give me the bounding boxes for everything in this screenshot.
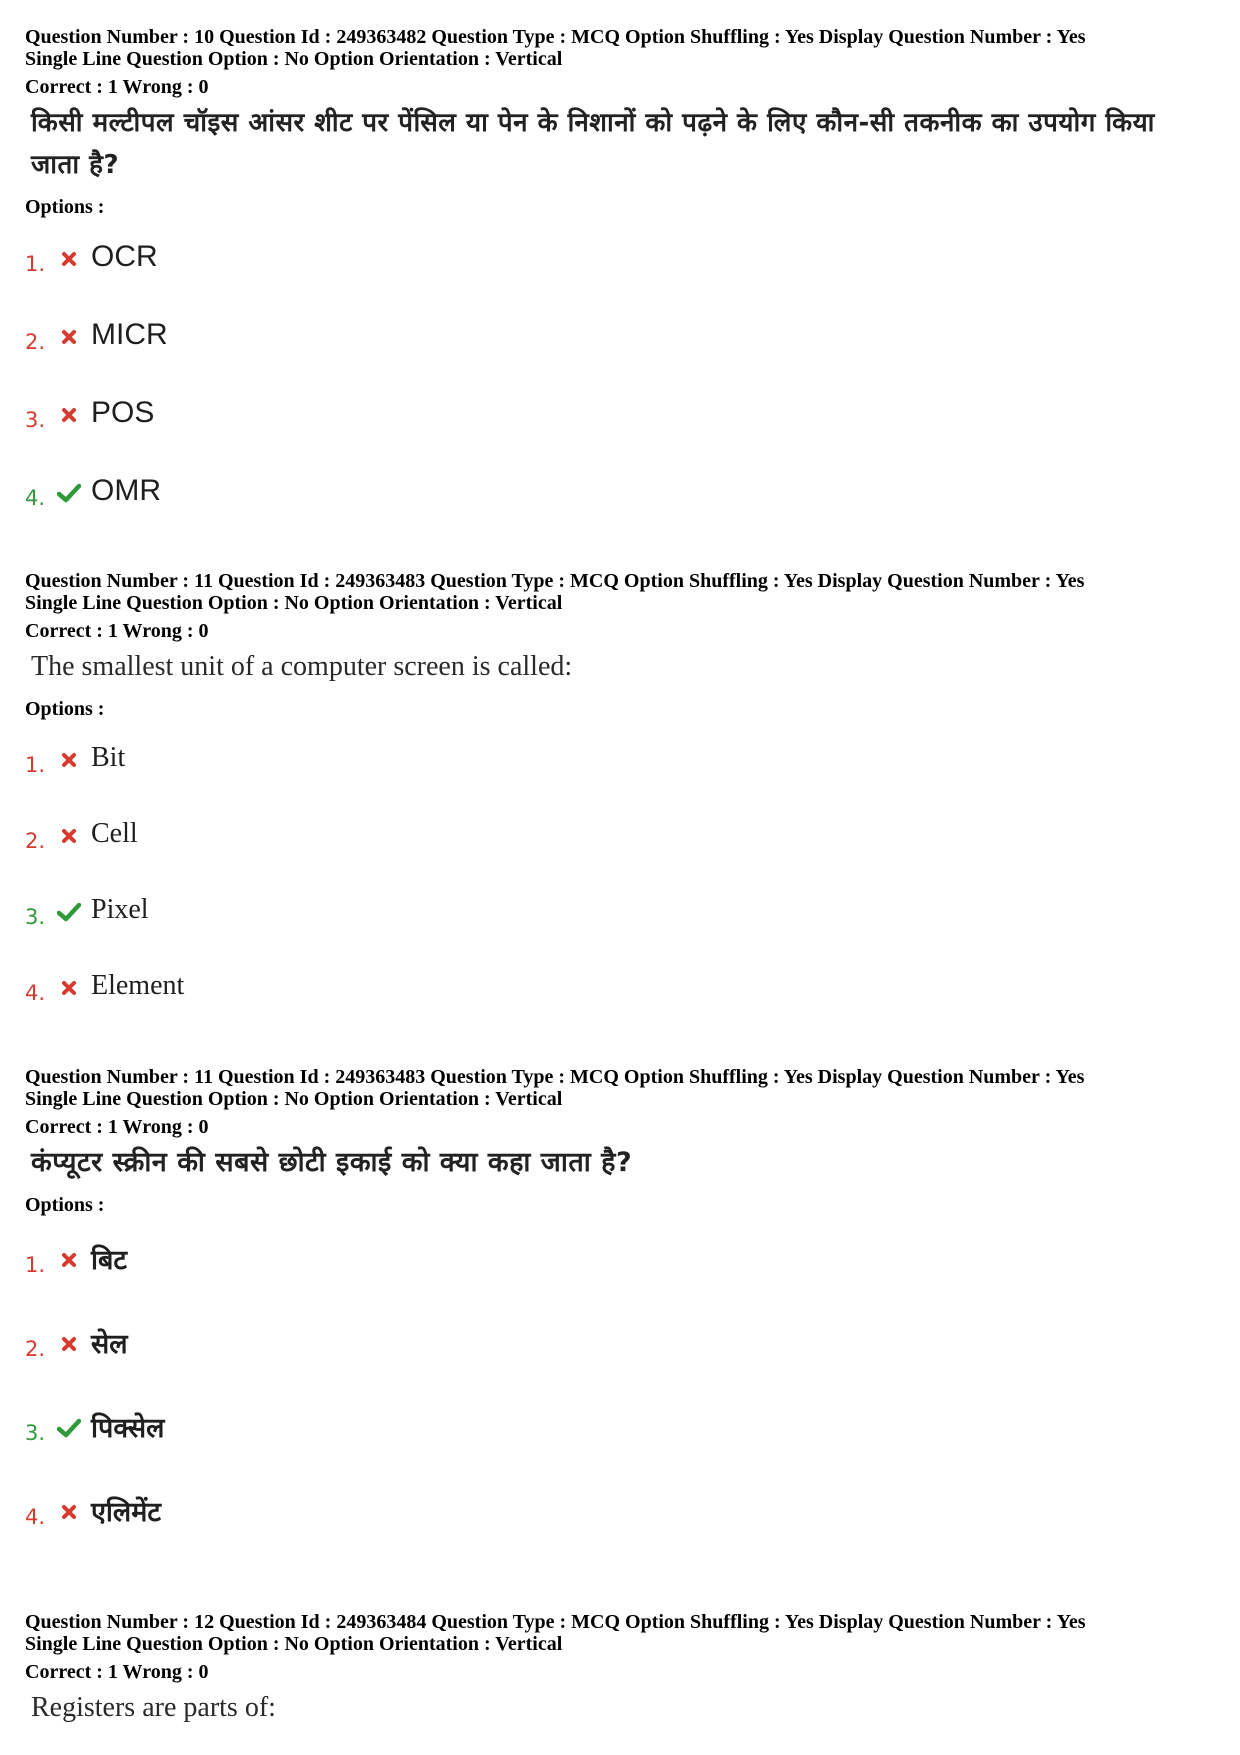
- question-meta-line1: Question Number : 11 Question Id : 249363483 Question Type : MCQ Option Shuffling : Yes Display Question Number : Yes: [25, 570, 1085, 592]
- cross-icon: [55, 1494, 83, 1526]
- question-block-10: [25, 26, 1215, 530]
- option-number: 2.: [25, 829, 46, 853]
- option-text: POS: [91, 396, 155, 429]
- option-item: [25, 872, 1215, 948]
- option-item: [25, 296, 1215, 374]
- option-text: OMR: [91, 474, 161, 507]
- option-number: 4.: [25, 1505, 46, 1529]
- question-text: किसी मल्टीपल चॉइस आंसर शीट पर पेंसिल या पेन के निशानों को पढ़ने के लिए कौन-सी तकनीक का उपयोग किया जाता है?: [31, 108, 1155, 180]
- check-icon: [55, 475, 83, 507]
- question-meta-line2: Single Line Question Option : No Option Orientation : Vertical: [25, 1633, 563, 1655]
- question-block-11-hi: [25, 1066, 1215, 1552]
- option-number: 1.: [25, 753, 46, 777]
- option-item: [25, 1216, 1215, 1300]
- option-text: OCR: [91, 240, 158, 273]
- question-meta-line1: Question Number : 10 Question Id : 249363482 Question Type : MCQ Option Shuffling : Yes Display Question Number : Yes: [25, 26, 1086, 48]
- options-label: Options :: [25, 196, 105, 218]
- option-item: [25, 1384, 1215, 1468]
- question-meta-line2: Single Line Question Option : No Option Orientation : Vertical: [25, 1088, 563, 1110]
- question-marks: Correct : 1 Wrong : 0: [25, 1661, 209, 1683]
- option-text: Pixel: [91, 894, 149, 925]
- option-text: पिक्सेल: [91, 1412, 165, 1444]
- question-meta-line2: Single Line Question Option : No Option Orientation : Vertical: [25, 48, 563, 70]
- cross-icon: [55, 818, 83, 850]
- check-icon: [55, 1410, 83, 1442]
- cross-icon: [55, 1242, 83, 1274]
- cross-icon: [55, 319, 83, 351]
- option-number: 3.: [25, 408, 46, 432]
- question-marks: Correct : 1 Wrong : 0: [25, 1116, 209, 1138]
- cross-icon: [55, 970, 83, 1002]
- question-block-11-en: [25, 570, 1215, 1024]
- option-number: 3.: [25, 1421, 46, 1445]
- option-item: [25, 1300, 1215, 1384]
- option-number: 4.: [25, 981, 46, 1005]
- option-item: [25, 452, 1215, 530]
- cross-icon: [55, 397, 83, 429]
- option-text: Bit: [91, 742, 126, 773]
- question-meta-line2: Single Line Question Option : No Option Orientation : Vertical: [25, 592, 563, 614]
- option-item: [25, 374, 1215, 452]
- question-block-12: [25, 1611, 1215, 1729]
- option-item: [25, 218, 1215, 296]
- option-number: 1.: [25, 1253, 46, 1277]
- question-marks: Correct : 1 Wrong : 0: [25, 620, 209, 642]
- option-item: [25, 948, 1215, 1024]
- option-number: 2.: [25, 1337, 46, 1361]
- cross-icon: [55, 742, 83, 774]
- option-text: Element: [91, 970, 185, 1001]
- options-label: Options :: [25, 698, 105, 720]
- option-item: [25, 796, 1215, 872]
- cross-icon: [55, 1326, 83, 1358]
- option-text: Cell: [91, 818, 138, 849]
- option-number: 1.: [25, 252, 46, 276]
- option-text: बिट: [91, 1244, 128, 1276]
- question-text: The smallest unit of a computer screen is called:: [31, 651, 573, 682]
- question-meta-line1: Question Number : 12 Question Id : 249363484 Question Type : MCQ Option Shuffling : Yes Display Question Number : Yes: [25, 1611, 1086, 1633]
- option-number: 4.: [25, 486, 46, 510]
- question-text: Registers are parts of:: [31, 1692, 276, 1723]
- option-item: [25, 1468, 1215, 1552]
- check-icon: [55, 894, 83, 926]
- option-text: MICR: [91, 318, 168, 351]
- option-item: [25, 720, 1215, 796]
- question-text: कंप्यूटर स्क्रीन की सबसे छोटी इकाई को क्या कहा जाता है?: [31, 1147, 633, 1178]
- option-number: 2.: [25, 330, 46, 354]
- cross-icon: [55, 241, 83, 273]
- question-marks: Correct : 1 Wrong : 0: [25, 76, 209, 98]
- question-meta-line1: Question Number : 11 Question Id : 249363483 Question Type : MCQ Option Shuffling : Yes Display Question Number : Yes: [25, 1066, 1085, 1088]
- options-label: Options :: [25, 1194, 105, 1216]
- option-number: 3.: [25, 905, 46, 929]
- option-text: एलिमेंट: [91, 1496, 161, 1528]
- option-text: सेल: [91, 1328, 128, 1360]
